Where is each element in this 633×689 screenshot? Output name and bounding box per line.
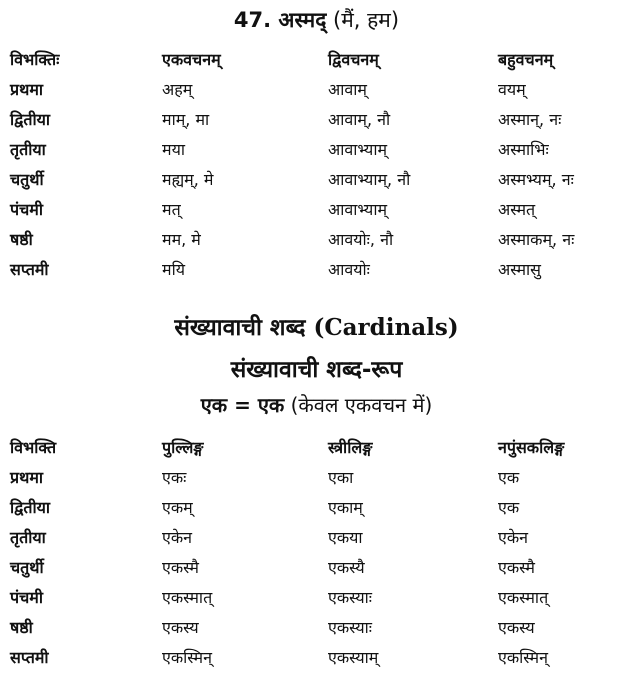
- table-row: [10, 462, 628, 492]
- table-cell: एकाम्: [328, 498, 363, 517]
- case-label: पंचमी: [10, 588, 43, 607]
- table-cell: एकस्मै: [162, 558, 199, 577]
- table-cell: आवाभ्याम्: [328, 140, 388, 159]
- header-cell: विभक्तिः: [10, 50, 60, 69]
- case-label: षष्ठी: [10, 618, 33, 637]
- table-cell: मया: [162, 140, 185, 159]
- table-cell: एक: [498, 468, 520, 487]
- table-cell: एकस्मै: [498, 558, 535, 577]
- table-cell: आवाभ्याम्: [328, 200, 388, 219]
- table-row: [10, 254, 628, 284]
- table-row: [10, 582, 628, 612]
- table-cell: आवाम्: [328, 80, 367, 99]
- table-cell: मत्: [162, 200, 181, 219]
- table-cell: एकस्य: [162, 618, 199, 637]
- table-cell: अस्मासु: [498, 260, 541, 279]
- header-cell: विभक्ति: [10, 438, 57, 457]
- case-label: तृतीया: [10, 140, 46, 159]
- table-row: [10, 642, 628, 672]
- table-cell: अस्माभिः: [498, 140, 549, 159]
- table-row: [10, 74, 628, 104]
- table-cell: अस्मत्: [498, 200, 536, 219]
- case-label: प्रथमा: [10, 80, 44, 99]
- table-cell: एका: [328, 468, 354, 487]
- table-cell: एकस्मिन्: [498, 648, 548, 667]
- table-cell: एकः: [162, 468, 187, 487]
- table-row: [10, 492, 628, 522]
- header-cell: एकवचनम्: [162, 50, 221, 69]
- eka-declension-table: [10, 432, 628, 672]
- table-cell: मयि: [162, 260, 185, 279]
- table-row: [10, 164, 628, 194]
- header-cell: बहुवचनम्: [498, 50, 554, 69]
- case-label: प्रथमा: [10, 468, 44, 487]
- case-label: द्वितीया: [10, 498, 51, 517]
- table-cell: एकम्: [162, 498, 193, 517]
- table-cell: आवयोः: [328, 260, 370, 279]
- header-cell: पुल्लिङ्ग: [162, 438, 204, 457]
- case-label: द्वितीया: [10, 110, 51, 129]
- table-cell: अस्मान्, नः: [498, 110, 562, 129]
- table-cell: एकस्मात्: [498, 588, 549, 607]
- section2-word-line: [0, 391, 633, 418]
- case-label: चतुर्थी: [10, 170, 44, 189]
- case-label: षष्ठी: [10, 230, 33, 249]
- table-cell: एकस्यै: [328, 558, 365, 577]
- table-cell: एकस्मात्: [162, 588, 213, 607]
- table-header-row: [10, 432, 628, 462]
- case-label: तृतीया: [10, 528, 46, 547]
- asmad-declension-table: [10, 44, 628, 284]
- table-cell: अस्माकम्, नः: [498, 230, 575, 249]
- table-cell: मम, मे: [162, 230, 201, 249]
- case-label: सप्तमी: [10, 648, 49, 667]
- case-label: सप्तमी: [10, 260, 49, 279]
- table-row: [10, 612, 628, 642]
- table-header-row: [10, 44, 628, 74]
- table-row: [10, 522, 628, 552]
- table-cell: एकस्य: [498, 618, 535, 637]
- section1-title-gloss: (मैं, हम): [333, 8, 400, 32]
- table-cell: एकेन: [162, 528, 193, 547]
- table-cell: एकस्याः: [328, 618, 373, 637]
- table-cell: आवाम्, नौ: [328, 110, 391, 129]
- table-cell: एकया: [328, 528, 363, 547]
- table-row: [10, 224, 628, 254]
- table-cell: एक: [498, 498, 520, 517]
- table-cell: आवयोः, नौ: [328, 230, 394, 249]
- section1-title-word: 47. अस्मद्: [233, 8, 327, 32]
- table-row: [10, 552, 628, 582]
- table-cell: अहम्: [162, 80, 193, 99]
- table-row: [10, 134, 628, 164]
- case-label: चतुर्थी: [10, 558, 44, 577]
- table-row: [10, 194, 628, 224]
- case-label: पंचमी: [10, 200, 43, 219]
- header-cell: द्विवचनम्: [328, 50, 379, 69]
- section2-word-note: (केवल एकवचन में): [290, 393, 433, 417]
- table-cell: वयम्: [498, 80, 526, 99]
- header-cell: नपुंसकलिङ्ग: [498, 438, 565, 457]
- header-cell: स्त्रीलिङ्ग: [328, 438, 373, 457]
- section2-heading: संख्यावाची शब्द (Cardinals): [174, 314, 459, 341]
- table-cell: एकस्याः: [328, 588, 373, 607]
- section2-subheading: संख्यावाची शब्द-रूप: [230, 357, 403, 383]
- section1-title: [0, 6, 633, 34]
- table-cell: अस्मभ्यम्, नः: [498, 170, 574, 189]
- table-cell: आवाभ्याम्, नौ: [328, 170, 411, 189]
- table-cell: एकस्याम्: [328, 648, 379, 667]
- table-row: [10, 104, 628, 134]
- table-cell: एकस्मिन्: [162, 648, 212, 667]
- table-cell: मह्यम्, मे: [162, 170, 214, 189]
- table-cell: एकेन: [498, 528, 529, 547]
- table-cell: माम्, मा: [162, 110, 210, 129]
- section2-word: एक = एक: [200, 393, 285, 417]
